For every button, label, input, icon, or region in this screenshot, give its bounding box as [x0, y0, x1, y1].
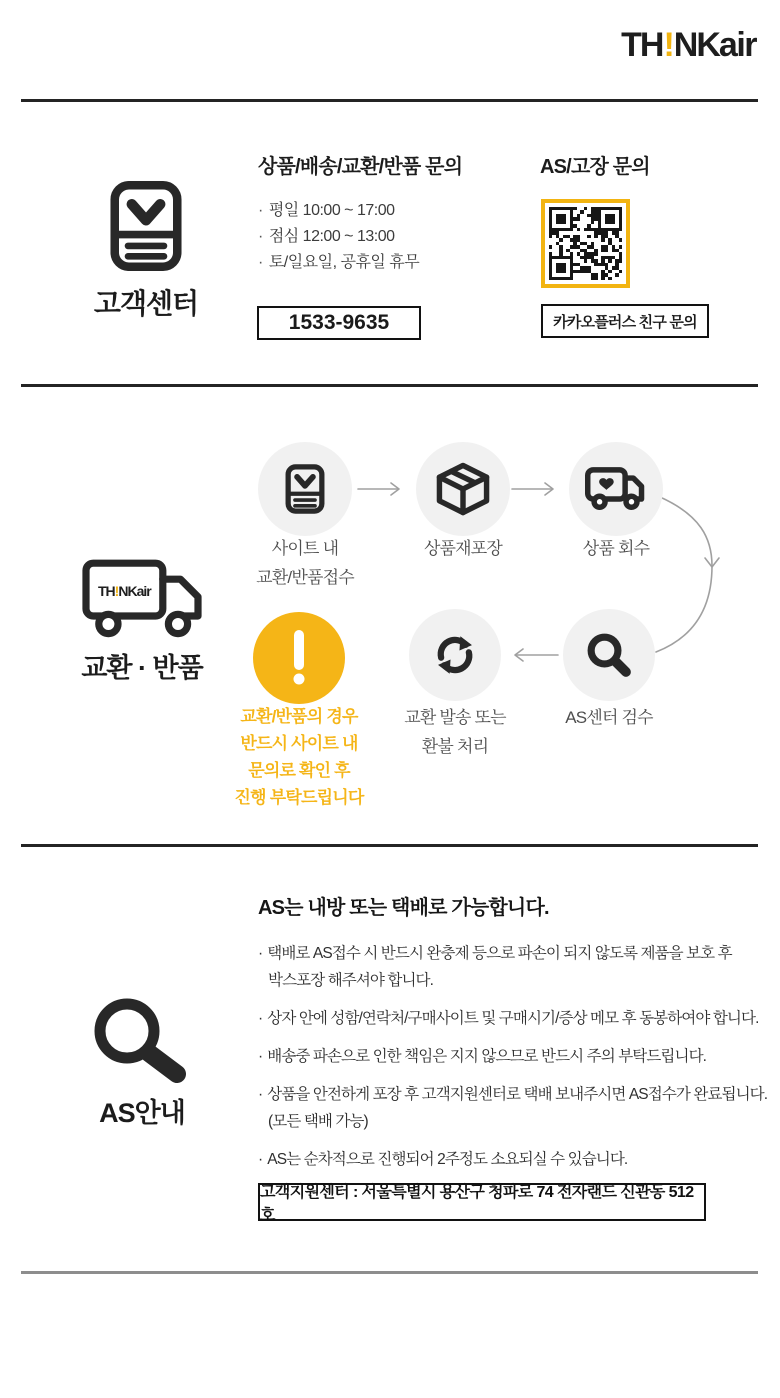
qr-pattern [549, 207, 622, 280]
truck-heart-icon [585, 466, 647, 512]
bullet-dot: · [258, 1086, 263, 1103]
package-box-icon [434, 462, 492, 516]
hours-lunch: · 점심 12:00 ~ 13:00 [258, 228, 395, 245]
step-receive-label: 사이트 내 교환/반품접수 [256, 539, 354, 587]
hours-holiday: · 토/일요일, 공휴일 휴무 [258, 254, 420, 271]
delivery-truck-icon [82, 557, 202, 648]
qr-code [541, 199, 630, 288]
step-pickup-circle [569, 442, 663, 536]
bullet-dot: · [258, 1010, 263, 1027]
divider-4 [21, 1271, 758, 1274]
as-bullet-2: · 상자 안에 성함/연락처/구매사이트 및 구매시기/증상 메모 후 동봉하여야 합니다. [258, 1010, 759, 1027]
voucher-icon [285, 463, 325, 515]
as-inquiry-title: AS/고장 문의 [540, 156, 650, 178]
warning-icon [253, 612, 345, 704]
step-inspect-label: AS센터 검수 [565, 708, 653, 727]
exchange-warning-text: 교환/반품의 경우 반드시 사이트 내 문의로 확인 후 진행 부탁드립니다 [234, 707, 364, 807]
as-bullet-3: · 배송중 파손으로 인한 책임은 지지 않으므로 반드시 주의 부탁드립니다. [258, 1048, 707, 1065]
support-center-address-box: 고객지원센터 : 서울특별시 용산구 청파로 74 전자랜드 신관동 512호 [258, 1183, 706, 1221]
logo-think-right: NK [673, 26, 719, 64]
bullet-dot: · [258, 945, 263, 962]
kakao-plus-button[interactable]: 카카오플러스 친구 문의 [541, 304, 709, 338]
bullet-dot: · [258, 254, 263, 271]
bullet-dot: · [258, 1151, 263, 1168]
voucher-icon [110, 178, 182, 279]
as-guide-label: AS안내 [99, 1098, 185, 1128]
product-inquiry-title: 상품/배송/교환/반품 문의 [258, 156, 463, 178]
logo-exclamation-i: ! [663, 26, 673, 64]
exchange-return-label: 교환 · 반품 [81, 653, 203, 683]
step-repack-circle [416, 442, 510, 536]
step-refund-circle [409, 609, 501, 701]
phone-number-box: 1533-9635 [257, 306, 421, 340]
divider-1 [21, 99, 758, 102]
hours-weekday: · 평일 10:00 ~ 17:00 [258, 202, 395, 219]
divider-2 [21, 384, 758, 387]
step-repack-label: 상품재포장 [423, 539, 503, 558]
step-receive-circle [258, 442, 352, 536]
bullet-dot: · [258, 228, 263, 245]
as-bullet-1-line-2: 박스포장 해주셔야 합니다. [268, 972, 434, 989]
customer-center-label: 고객센터 [93, 288, 199, 319]
step-pickup-label: 상품 회수 [582, 539, 650, 558]
truck-logo: TH!NKair [98, 583, 151, 599]
as-bullet-1-line-1: · 택배로 AS접수 시 반드시 완충제 등으로 파손이 되지 않도록 제품을 보호 후 [258, 945, 732, 962]
as-bullet-4-line-1: · 상품을 안전하게 포장 후 고객지원센터로 택배 보내주시면 AS접수가 완료됩니다. [258, 1086, 768, 1103]
as-guide-title: AS는 내방 또는 택배로 가능합니다. [258, 897, 549, 919]
bullet-dot: · [258, 202, 263, 219]
logo-think-left: TH [621, 26, 663, 64]
as-bullet-4-line-2: (모든 택배 가능) [268, 1113, 368, 1130]
logo-air: air [718, 26, 756, 64]
step-refund-label: 교환 발송 또는 환불 처리 [404, 708, 506, 756]
divider-3 [21, 844, 758, 847]
magnifier-icon [584, 630, 634, 680]
bullet-dot: · [258, 1048, 263, 1065]
brand-logo [621, 26, 756, 65]
as-bullet-5: · AS는 순차적으로 진행되어 2주정도 소요되실 수 있습니다. [258, 1151, 628, 1168]
refresh-icon [430, 630, 480, 680]
as-magnifier-icon [93, 998, 193, 1088]
business-hours [258, 198, 419, 276]
step-inspect-circle [563, 609, 655, 701]
